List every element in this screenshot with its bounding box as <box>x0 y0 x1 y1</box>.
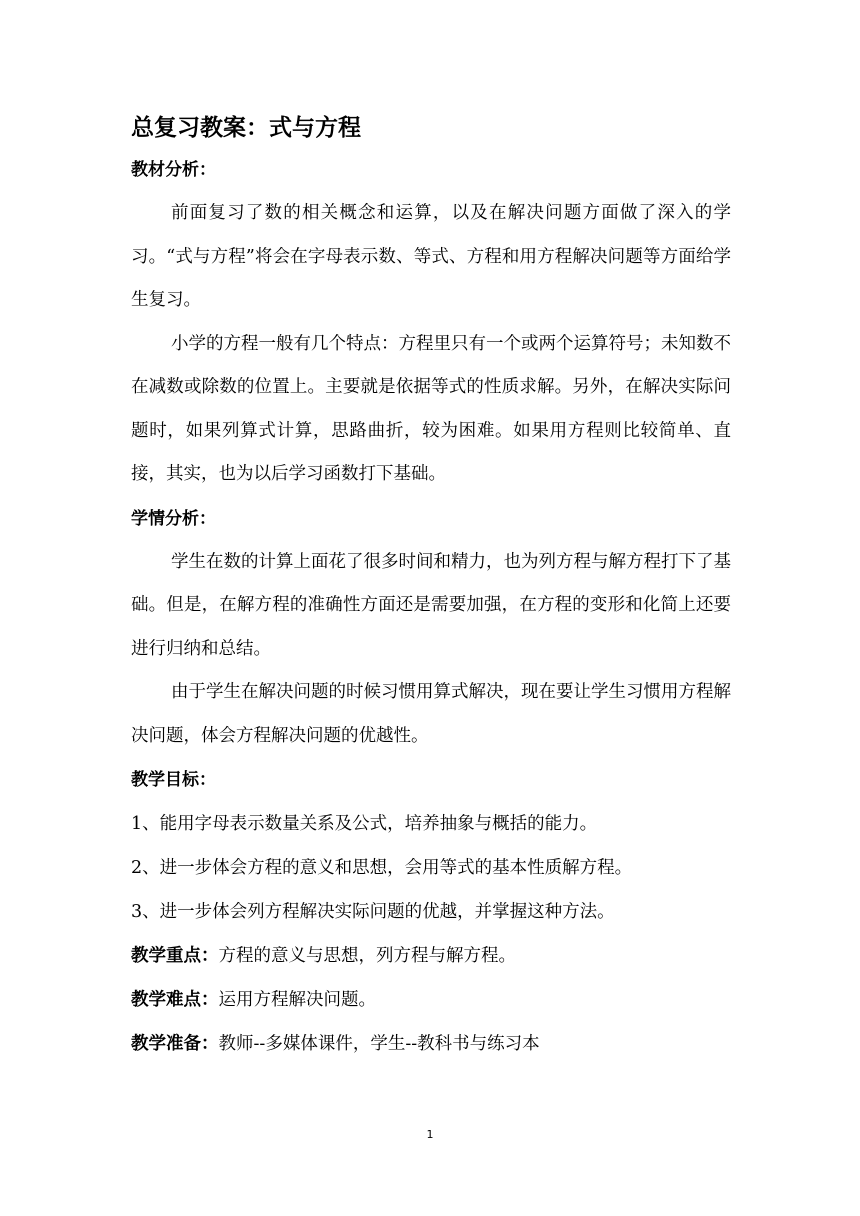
material-analysis-heading: 教材分析： <box>131 160 216 180</box>
preparation-label: 教学准备： <box>131 1034 219 1054</box>
teaching-goals-heading: 教学目标： <box>131 770 216 790</box>
difficulty-text: 运用方程解决问题。 <box>218 990 376 1010</box>
preparation-line <box>131 1022 731 1066</box>
student-analysis-paragraph-2: 由于学生在解决问题的时候习惯用算式解决，现在要让学生习惯用方程解决问题，体会方程解决问题的优越性。 <box>131 682 731 746</box>
key-point-line <box>131 934 731 978</box>
difficulty-line <box>131 978 731 1022</box>
teaching-goal-item: 3、进一步体会列方程解决实际问题的优越，并掌握这种方法。 <box>131 902 615 922</box>
page-title: 总复习教案：式与方程 <box>131 115 361 141</box>
key-point-label: 教学重点： <box>131 946 219 966</box>
student-analysis-heading: 学情分析： <box>131 508 216 529</box>
student-analysis-paragraph-1: 学生在数的计算上面花了很多时间和精力，也为列方程与解方程打下了基础。但是，在解方程的准确性方面还是需要加强，在方程的变形和化简上还要进行归纳和总结。 <box>131 551 731 659</box>
difficulty-label: 教学难点： <box>131 990 219 1010</box>
material-analysis-paragraph-2: 小学的方程一般有几个特点：方程里只有一个或两个运算符号；未知数不在减数或除数的位置上。主要就是依据等式的性质求解。另外，在解决实际问题时，如果列算式计算，思路曲折，较为困难。如果用方程则比较简单、直接，其实，也为以后学习函数打下基础。 <box>131 333 731 484</box>
key-point-text: 方程的意义与思想，列方程与解方程。 <box>218 946 516 966</box>
page-number: 1 <box>426 1128 434 1141</box>
teaching-goal-item: 1、能用字母表示数量关系及公式，培养抽象与概括的能力。 <box>131 814 598 834</box>
document-body <box>131 108 731 1066</box>
preparation-text: 教师--多媒体课件，学生--教科书与练习本 <box>218 1034 540 1054</box>
material-analysis-paragraph-1: 前面复习了数的相关概念和运算，以及在解决问题方面做了深入的学习。“式与方程”将会在字母表示数、等式、方程和用方程解决问题等方面给学生复习。 <box>131 203 731 310</box>
teaching-goal-item: 2、进一步体会方程的意义和思想，会用等式的基本性质解方程。 <box>131 858 633 878</box>
